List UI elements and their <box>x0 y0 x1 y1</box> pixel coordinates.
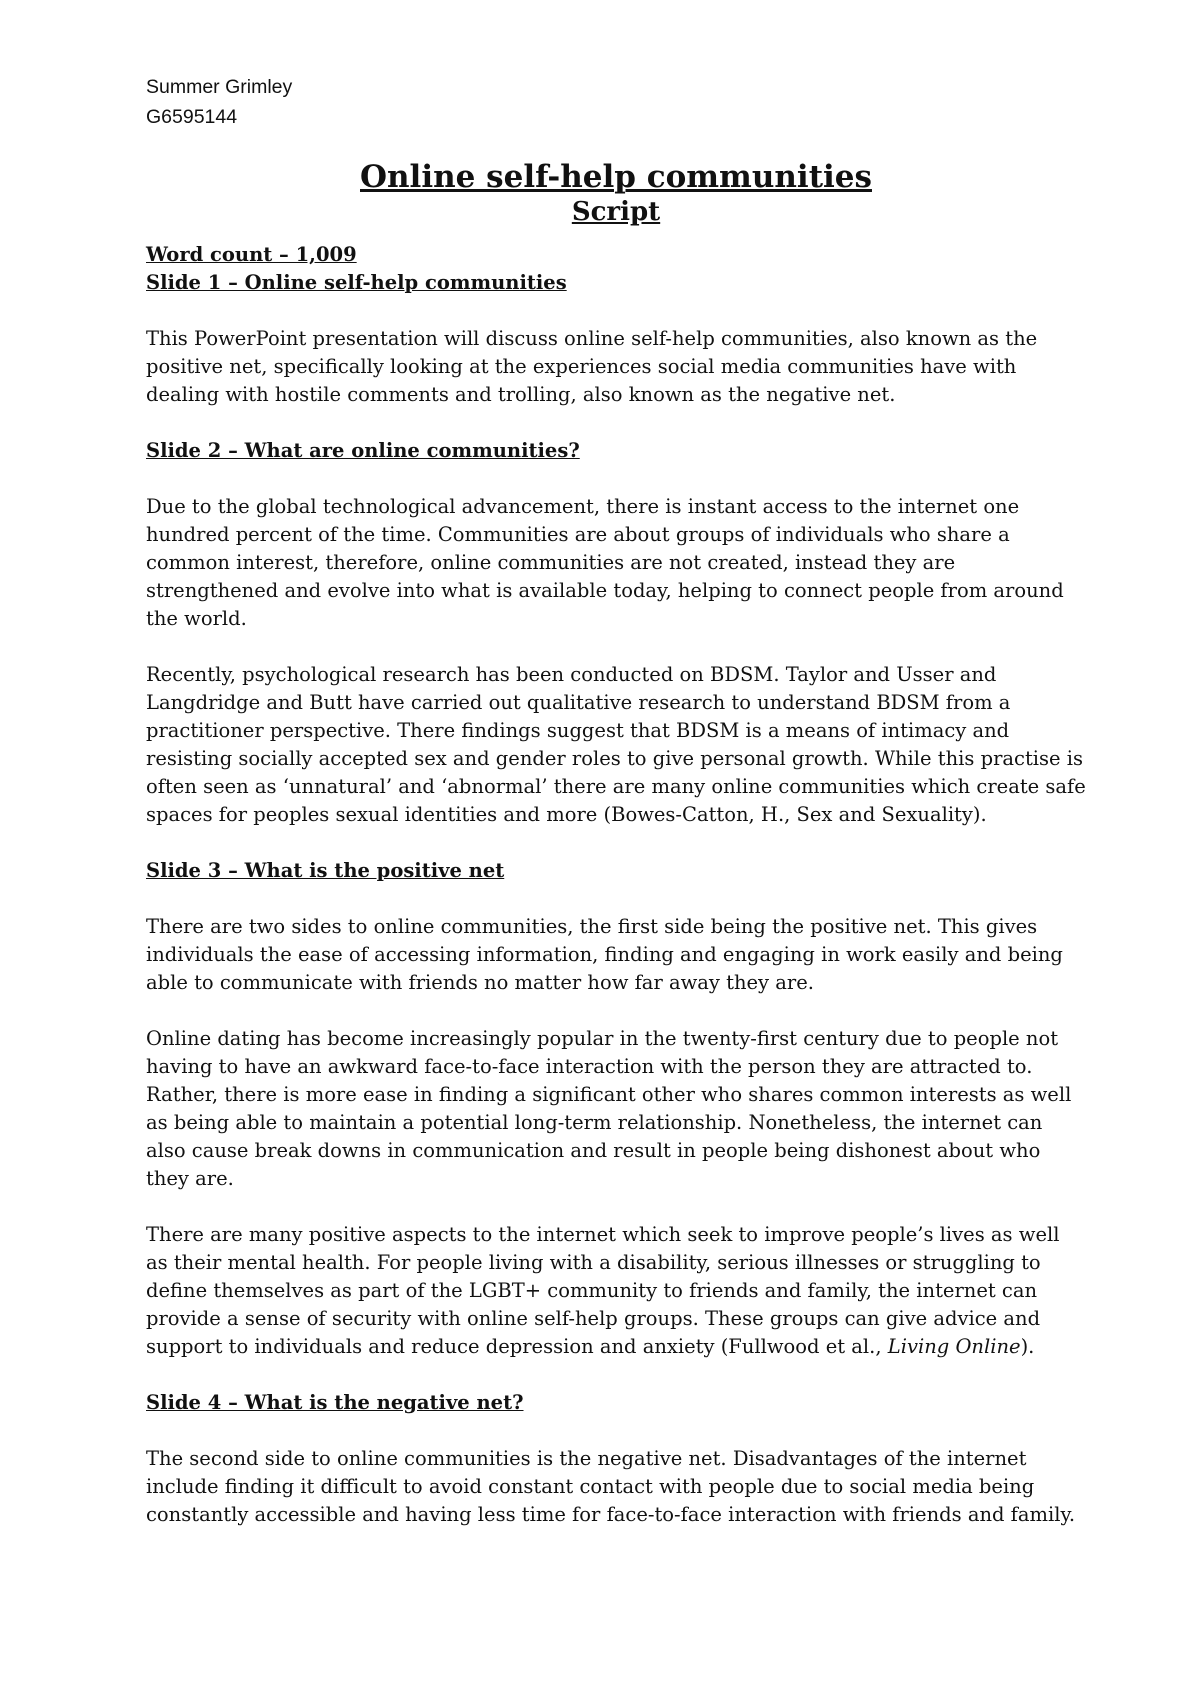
slide3-paragraph-2: Online dating has become increasingly popular in the twenty-first century due to people not having to have an awkward face-to-face interaction with the person they are attracted to. Rather, there is more ease in finding a significant other who shares common interests as well as being able to maintain a potential long-term relationship. Nonetheless, the internet can also cause break downs in communication and result in people being dishonest about who they are. <box>146 1027 1072 1190</box>
slide4-heading: Slide 4 – What is the negative net? <box>146 1391 524 1414</box>
document-page <box>146 72 1086 1557</box>
word-count: Word count – 1,009 <box>146 243 357 266</box>
document-title: Online self-help communities <box>360 159 872 195</box>
student-id: G6595144 <box>146 106 238 128</box>
slide3-paragraph-3-text: There are many positive aspects to the internet which seek to improve people’s lives as well as their mental health. For people living with a disability, serious illnesses or struggling to define themselves as part of the LGBT+ community to friends and family, the internet can provide a sense of security with online self-help groups. These groups can give advice and support to individuals and reduce depression and anxiety (Fullwood et al., <box>146 1223 1060 1358</box>
author-name: Summer Grimley <box>146 76 293 98</box>
slide1-heading: Slide 1 – Online self-help communities <box>146 271 567 294</box>
slide2-paragraph-2: Recently, psychological research has been conducted on BDSM. Taylor and Usser and Langdridge and Butt have carried out qualitative research to understand BDSM from a practitioner perspective. There findings suggest that BDSM is a means of intimacy and resisting socially accepted sex and gender roles to give personal growth. While this practise is often seen as ‘unnatural’ and ‘abnormal’ there are many online communities which create safe spaces for peoples sexual identities and more (Bowes-Catton, H., Sex and Sexuality). <box>146 663 1086 826</box>
slide2-paragraph-1: Due to the global technological advancement, there is instant access to the internet one hundred percent of the time. Communities are about groups of individuals who share a common interest, therefore, online communities are not created, instead they are strengthened and evolve into what is available today, helping to connect people from around the world. <box>146 495 1064 630</box>
citation-title: Living Online <box>887 1335 1021 1358</box>
slide3-paragraph-3-end: ). <box>1020 1335 1035 1358</box>
document-subtitle: Script <box>571 197 661 227</box>
slide3-paragraph-1: There are two sides to online communities, the first side being the positive net. This gives individuals the ease of accessing information, finding and engaging in work easily and being able to communicate with friends no matter how far away they are. <box>146 915 1063 994</box>
slide1-paragraph-1: This PowerPoint presentation will discuss online self-help communities, also known as the positive net, specifically looking at the experiences social media communities have with dealing with hostile comments and trolling, also known as the negative net. <box>146 327 1038 406</box>
slide3-paragraph-3 <box>146 1221 1086 1361</box>
slide4-paragraph-1: The second side to online communities is the negative net. Disadvantages of the internet include finding it difficult to avoid constant contact with people due to social media being constantly accessible and having less time for face-to-face interaction with friends and family. <box>146 1447 1076 1526</box>
slide3-heading: Slide 3 – What is the positive net <box>146 859 505 882</box>
slide2-heading: Slide 2 – What are online communities? <box>146 439 580 462</box>
